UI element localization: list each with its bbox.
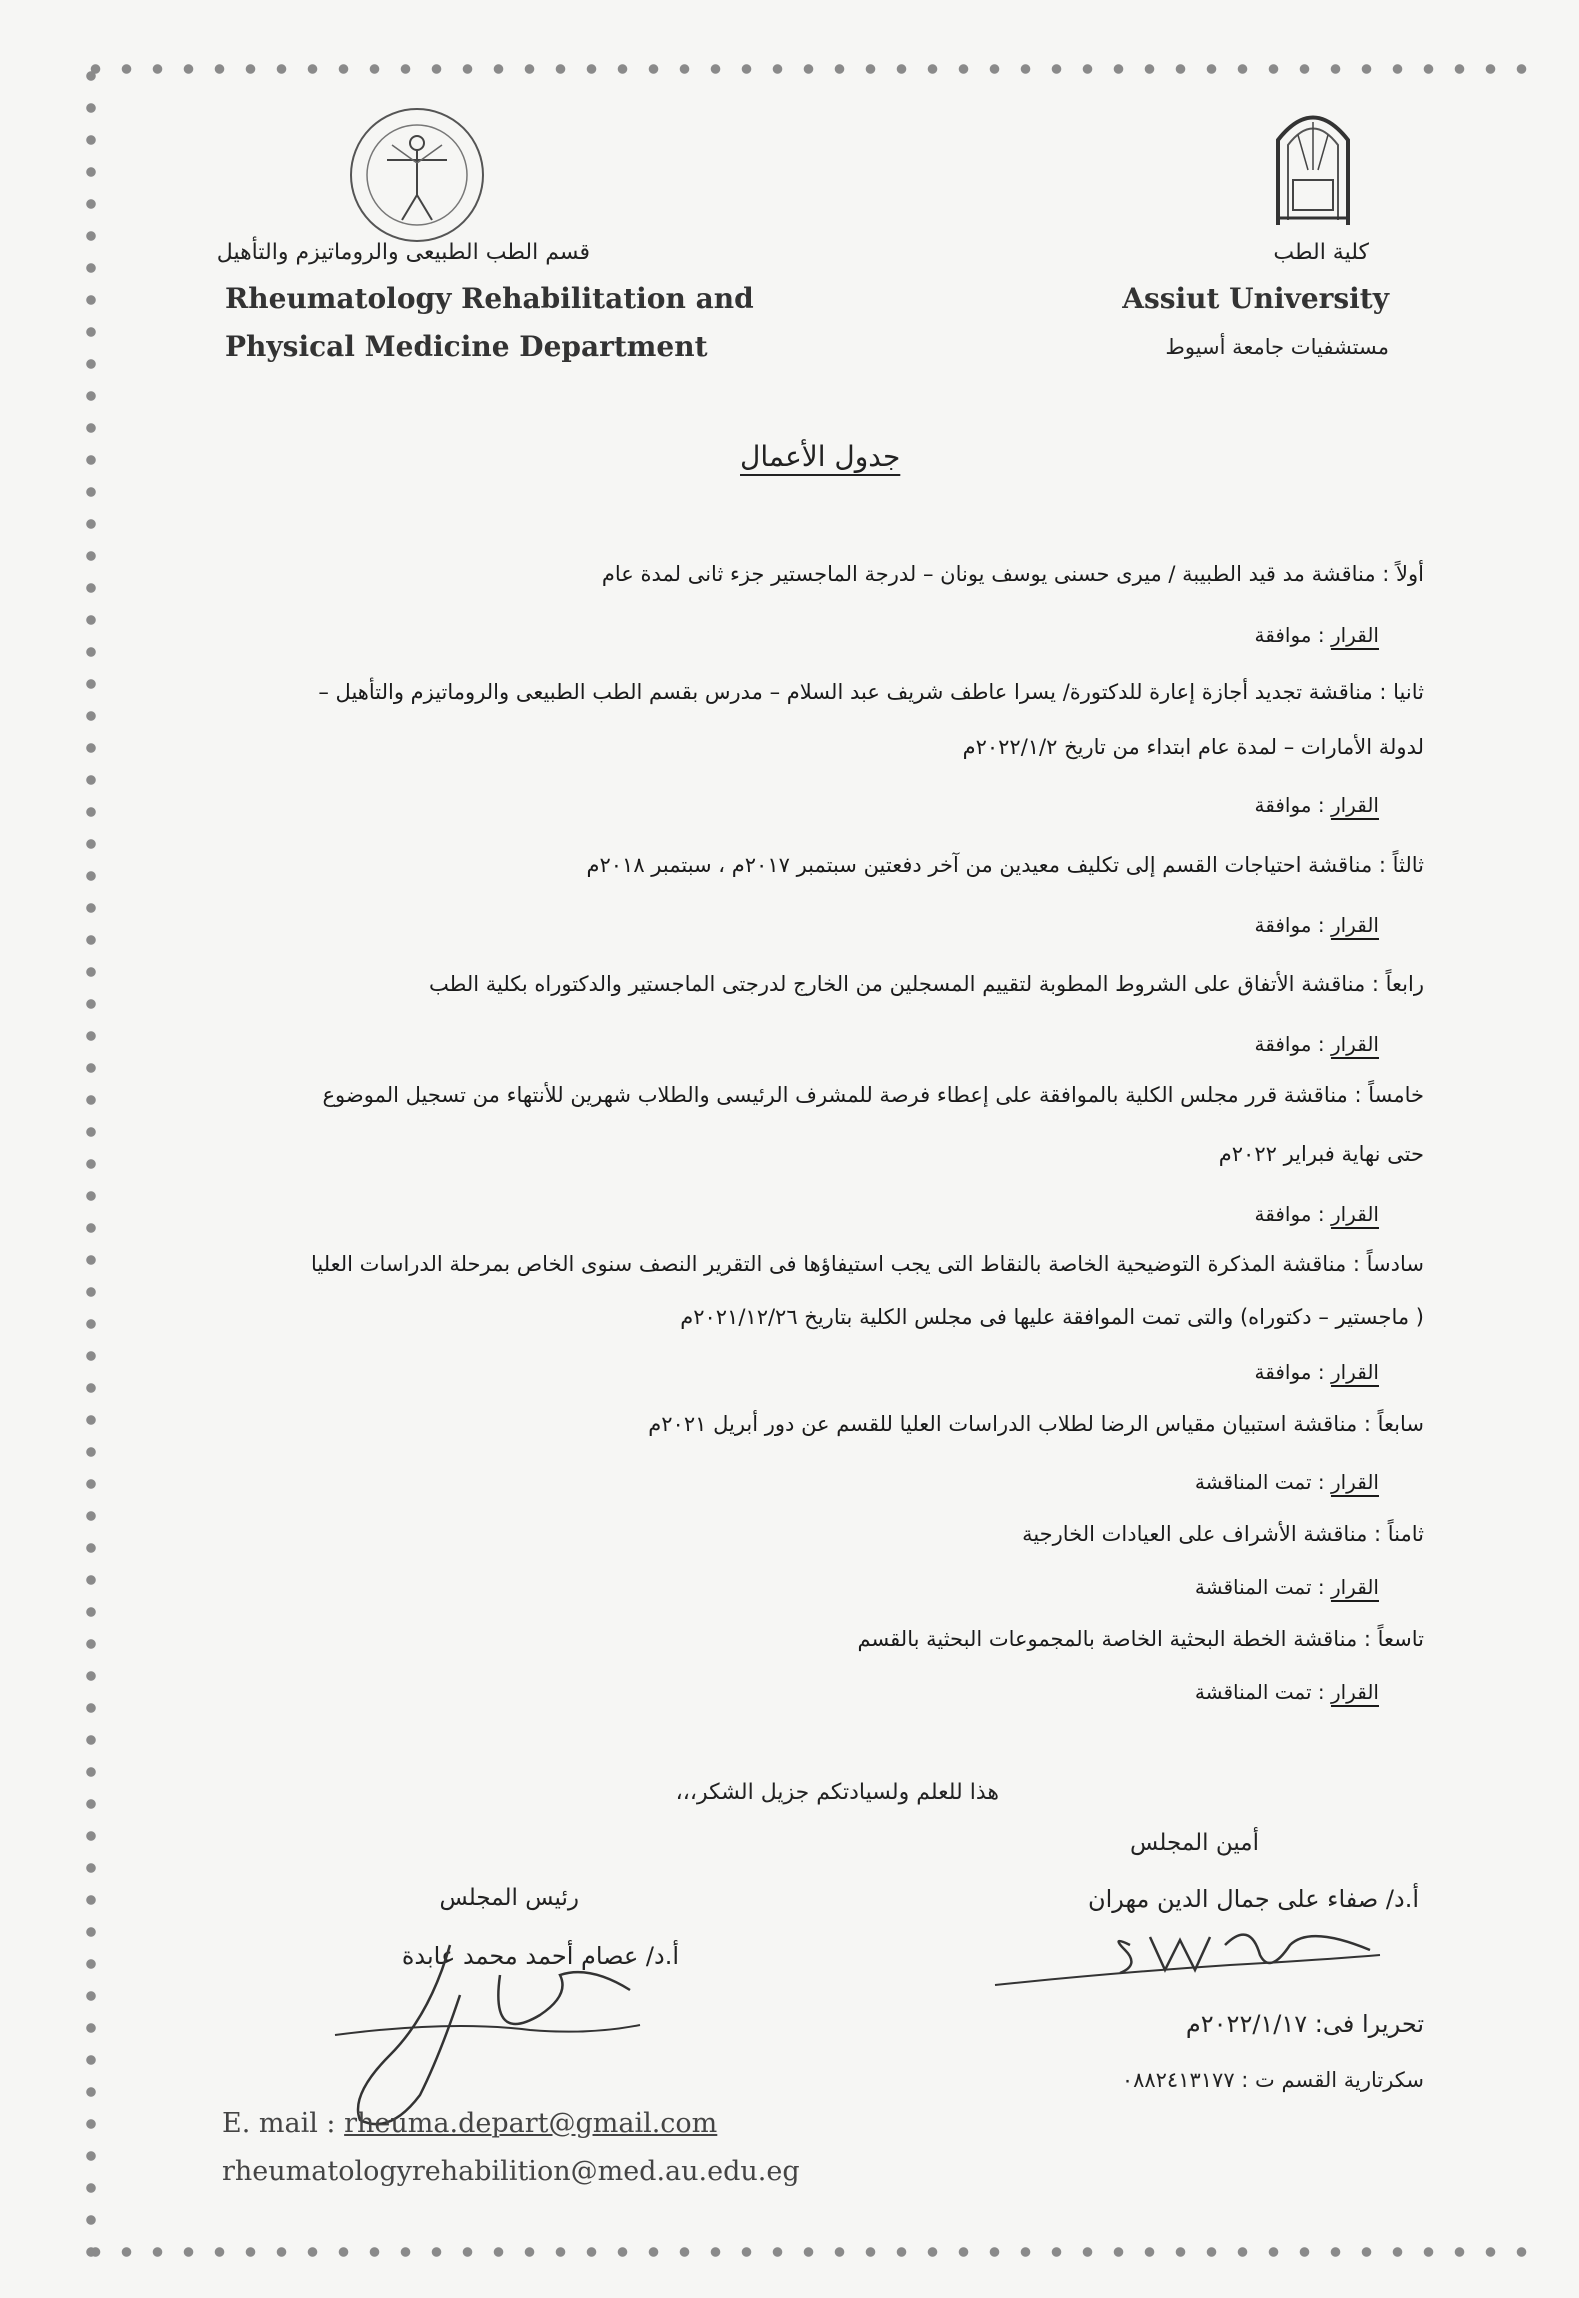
email-label: E. mail : xyxy=(222,2108,336,2139)
left-dotted-border xyxy=(84,60,98,2270)
decision-label: القرار xyxy=(1330,1360,1379,1384)
decision-4 xyxy=(1255,1032,1380,1056)
bottom-dotted-border xyxy=(80,2245,1530,2259)
agenda-item-4: رابعاً : مناقشة الأتفاق على الشروط المطوبة لتقييم المسجلين من الخارج لدرجتى الماجستير والدكتوراه بكلية الطب xyxy=(428,972,1424,996)
decision-9 xyxy=(1195,1680,1379,1704)
decision-value: : تمت المناقشة xyxy=(1194,1680,1325,1704)
department-name-english-line1: Rheumatology Rehabilitation and xyxy=(225,282,754,315)
phone-line: سكرتارية القسم ت : ٠٨٨٢٤١٣١٧٧ xyxy=(1121,2068,1424,2092)
decision-value: : تمت المناقشة xyxy=(1194,1575,1325,1599)
chairman-title: رئيس المجلس xyxy=(439,1885,579,1911)
agenda-item-9: تاسعاً : مناقشة الخطة البحثية الخاصة بالمجموعات البحثية بالقسم xyxy=(857,1627,1424,1651)
decision-label: القرار xyxy=(1330,1202,1379,1226)
university-logo xyxy=(1268,100,1358,230)
decision-8 xyxy=(1195,1575,1379,1599)
decision-value: : موافقة xyxy=(1254,793,1325,817)
decision-label: القرار xyxy=(1330,1680,1379,1704)
date-line: تحريرا فى: ٢٠٢٢/١/١٧م xyxy=(1185,2010,1424,2038)
decision-1 xyxy=(1255,623,1380,647)
decision-value: : تمت المناقشة xyxy=(1194,1470,1325,1494)
decision-value: : موافقة xyxy=(1254,623,1325,647)
secretary-signature xyxy=(990,1915,1390,1995)
email-secondary[interactable]: rheumatologyrehabilition@med.au.edu.eg xyxy=(222,2156,800,2187)
decision-value: : موافقة xyxy=(1254,1360,1325,1384)
decision-label: القرار xyxy=(1330,1575,1379,1599)
decision-value: : موافقة xyxy=(1254,1202,1325,1226)
decision-value: : موافقة xyxy=(1254,1032,1325,1056)
email-line xyxy=(222,2108,717,2139)
decision-7 xyxy=(1195,1470,1379,1494)
agenda-item-8: ثامناً : مناقشة الأشراف على العيادات الخارجية xyxy=(1022,1522,1424,1546)
secretary-name: أ.د/ صفاء على جمال الدين مهران xyxy=(1087,1885,1419,1913)
agenda-item-6: سادساً : مناقشة المذكرة التوضيحية الخاصة بالنقاط التى يجب استيفاؤها فى التقرير النصف سنوى الخاص بمرحلة الدراسات العليا xyxy=(310,1252,1424,1276)
department-name-arabic: قسم الطب الطبيعى والروماتيزم والتأهيل xyxy=(216,240,590,265)
secretary-title: أمين المجلس xyxy=(1130,1830,1259,1856)
agenda-item-1: أولاً : مناقشة مد قيد الطبيبة / ميرى حسنى يوسف يونان – لدرجة الماجستير جزء ثانى لمدة عام xyxy=(601,562,1424,586)
chairman-name: أ.د/ عصام أحمد محمد عابدة xyxy=(401,1942,679,1970)
university-name-english: Assiut University xyxy=(1122,282,1389,315)
decision-5 xyxy=(1255,1202,1380,1226)
agenda-item-2: ثانيا : مناقشة تجديد أجازة إعارة للدكتورة/ يسرا عاطف شريف عبد السلام – مدرس بقسم الطب الطبيعى والروماتيزم والتأهيل – xyxy=(318,680,1424,704)
agenda-item-3: ثالثاً : مناقشة احتياجات القسم إلى تكليف معيدين من آخر دفعتين سبتمبر ٢٠١٧م ، سبتمبر ٢٠١٨م xyxy=(586,853,1424,877)
top-dotted-border xyxy=(80,62,1530,76)
decision-label: القرار xyxy=(1330,1470,1379,1494)
agenda-item-5-line2: حتى نهاية فبراير ٢٠٢٢م xyxy=(1218,1142,1424,1166)
decision-value: : موافقة xyxy=(1254,913,1325,937)
decision-label: القرار xyxy=(1330,793,1379,817)
agenda-item-6-line2: ( ماجستير – دكتوراه) والتى تمت الموافقة عليها فى مجلس الكلية بتاريخ ٢٠٢١/١٢/٢٦م xyxy=(680,1305,1424,1329)
decision-label: القرار xyxy=(1330,623,1379,647)
decision-2 xyxy=(1255,793,1380,817)
email-primary[interactable]: rheuma.depart@gmail.com xyxy=(344,2108,718,2139)
department-logo xyxy=(347,105,487,245)
agenda-item-7: سابعاً : مناقشة استبيان مقياس الرضا لطلاب الدراسات العليا للقسم عن دور أبريل ٢٠٢١م xyxy=(648,1412,1424,1436)
decision-6 xyxy=(1255,1360,1380,1384)
agenda-item-5: خامساً : مناقشة قرر مجلس الكلية بالموافقة على إعطاء فرصة للمشرف الرئيسى والطلاب شهرين للأنتهاء من تسجيل الموضوع xyxy=(322,1083,1424,1107)
decision-label: القرار xyxy=(1330,913,1379,937)
agenda-item-2-line2: لدولة الأمارات – لمدة عام ابتداء من تاريخ ٢٠٢٢/١/٢م xyxy=(962,735,1424,759)
closing-text: هذا للعلم ولسيادتكم جزيل الشكر،،، xyxy=(675,1780,999,1805)
chairman-signature xyxy=(330,1935,670,2135)
hospitals-name-arabic: مستشفيات جامعة أسيوط xyxy=(1165,335,1389,359)
page-title: جدول الأعمال xyxy=(740,440,901,473)
decision-3 xyxy=(1255,913,1380,937)
faculty-name-arabic: كلية الطب xyxy=(1273,240,1369,265)
department-name-english-line2: Physical Medicine Department xyxy=(225,330,708,363)
decision-label: القرار xyxy=(1330,1032,1379,1056)
